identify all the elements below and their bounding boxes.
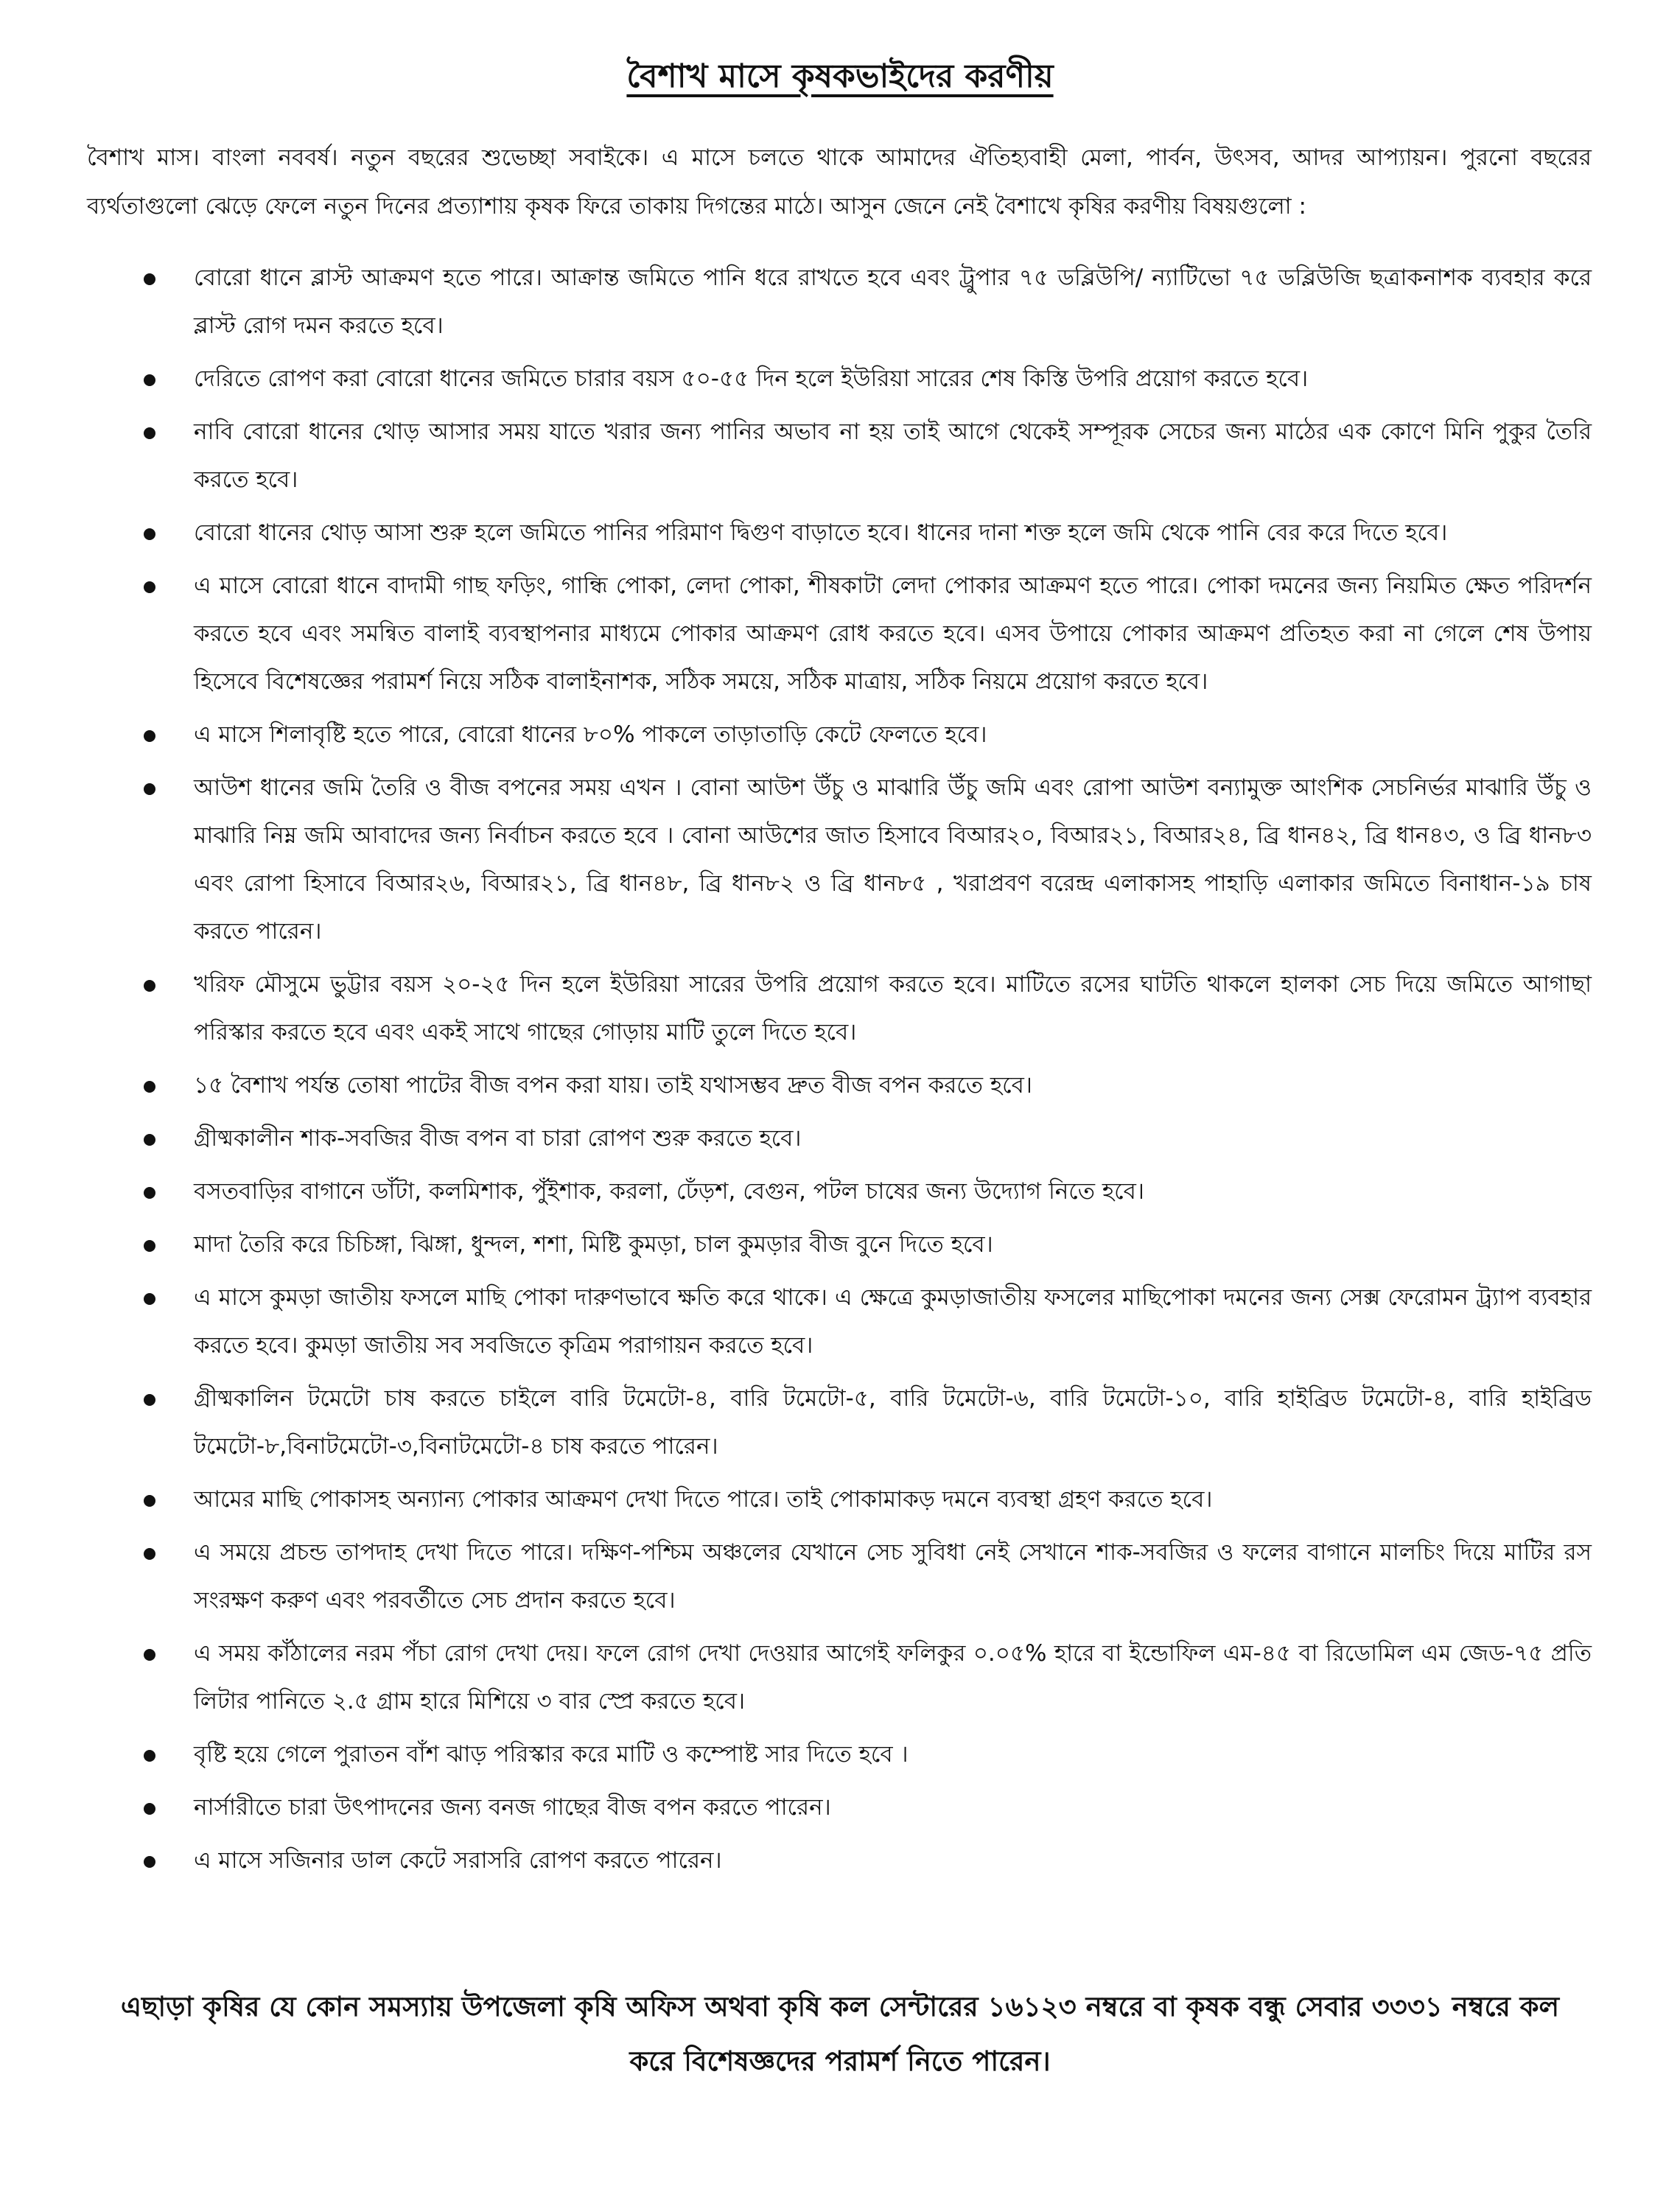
recommendation-list — [144, 254, 1592, 1890]
list-item-text: এ মাসে বোরো ধানে বাদামী গাছ ফড়িং, গান্ধি পোকা, লেদা পোকা, শীষকাটা লেদা পোকার আক্রমণ হতে পারে। পোকা দমনের জন্য নিয়মিত ক্ষেত পরিদর্শন করতে হবে এবং সমন্বিত বালাই ব্যবস্থাপনার মাধ্যমে পোকার আক্রমণ রোধ করতে হবে। এসব উপায়ে পোকার আক্রমণ প্রতিহত করা না গেলে শেষ উপায় হিসেবে বিশেষজ্ঞের পরামর্শ নিয়ে সঠিক বালাইনাশক, সঠিক সময়ে, সঠিক মাত্রায়, সঠিক নিয়মে প্রয়োগ করতে হবে। — [194, 572, 1592, 695]
bullet-icon — [144, 1856, 155, 1868]
bullet-icon — [144, 1548, 155, 1560]
list-item-text: নার্সারীতে চারা উৎপাদনের জন্য বনজ গাছের বীজ বপন করতে পারেন। — [194, 1794, 831, 1821]
bullet-icon — [144, 980, 155, 992]
list-item-text: বোরো ধানে ব্লাস্ট আক্রমণ হতে পারে। আক্রান্ত জমিতে পানি ধরে রাখতে হবে এবং ট্রুপার ৭৫ ডব্লিউপি/ ন্যাটিভো ৭৫ ডব্লিউজি ছত্রাকনাশক ব্যবহার করে ব্লাস্ট রোগ দমন করতে হবে। — [194, 265, 1592, 339]
bullet-icon — [144, 374, 155, 386]
bullet-icon — [144, 1134, 155, 1146]
list-item-text: নাবি বোরো ধানের থোড় আসার সময় যাতে খরার জন্য পানির অভাব না হয় তাই আগে থেকেই সম্পূরক সেচের জন্য মাঠের এক কোণে মিনি পুকুর তৈরি করতে হবে। — [194, 419, 1592, 493]
list-item-text: এ সময় কাঁঠালের নরম পঁচা রোগ দেখা দেয়। ফলে রোগ দেখা দেওয়ার আগেই ফলিকুর ০.০৫% হারে বা ইন্ডোফিল এম-৪৫ বা রিডোমিল এম জেড-৭৫ প্রতি লিটার পানিতে ২.৫ গ্রাম হারে মিশিয়ে ৩ বার স্প্রে করতে হবে। — [194, 1640, 1592, 1715]
bullet-icon — [144, 427, 155, 439]
list-item — [144, 764, 1592, 956]
list-item — [144, 1375, 1592, 1471]
list-item-text: এ সময়ে প্রচন্ড তাপদাহ দেখা দিতে পারে। দক্ষিণ-পশ্চিম অঞ্চলের যেখানে সেচ সুবিধা নেই সেখানে শাক-সবজির ও ফলের বাগানে মালচিং দিয়ে মাটির রস সংরক্ষণ করুণ এবং পরবর্তীতে সেচ প্রদান করতে হবে। — [194, 1539, 1592, 1614]
bullet-icon — [144, 1394, 155, 1406]
bullet-icon — [144, 730, 155, 742]
bullet-icon — [144, 581, 155, 593]
list-item — [144, 1731, 1592, 1779]
bullet-icon — [144, 1187, 155, 1199]
bullet-icon — [144, 1649, 155, 1661]
bullet-icon — [144, 1240, 155, 1252]
bullet-icon — [144, 1081, 155, 1093]
list-item — [144, 408, 1592, 504]
bullet-icon — [144, 1293, 155, 1305]
list-item-text: বোরো ধানের থোড় আসা শুরু হলে জমিতে পানির পরিমাণ দ্বিগুণ বাড়াতে হবে। ধানের দানা শক্ত হলে জমি থেকে পানি বের করে দিতে হবে। — [194, 519, 1448, 546]
list-item-text: ১৫ বৈশাখ পর্যন্ত তোষা পাটের বীজ বপন করা যায়। তাই যথাসম্ভব দ্রুত বীজ বপন করতে হবে। — [194, 1072, 1032, 1099]
bullet-icon — [144, 528, 155, 540]
list-item — [144, 1784, 1592, 1832]
list-item — [144, 1221, 1592, 1269]
list-item — [144, 1115, 1592, 1163]
list-item-text: মাদা তৈরি করে চিচিঙ্গা, ঝিঙ্গা, ধুন্দল, শশা, মিষ্টি কুমড়া, চাল কুমড়ার বীজ বুনে দিতে হবে। — [194, 1231, 993, 1258]
list-item — [144, 1476, 1592, 1524]
closing-note: এছাড়া কৃষির যে কোন সমস্যায় উপজেলা কৃষি অফিস অথবা কৃষি কল সেন্টারের ১৬১২৩ নম্বরে বা কৃষক বন্ধু সেবার ৩৩৩১ নম্বরে কল করে বিশেষজ্ঞদের পরামর্শ নিতে পারেন। — [120, 1991, 1560, 2077]
bullet-icon — [144, 273, 155, 285]
list-item — [144, 562, 1592, 706]
list-item-text: এ মাসে সজিনার ডাল কেটে সরাসরি রোপণ করতে পারেন। — [194, 1847, 722, 1874]
list-item-text: বৃষ্টি হয়ে গেলে পুরাতন বাঁশ ঝাড় পরিস্কার করে মাটি ও কম্পোষ্ট সার দিতে হবে । — [194, 1741, 909, 1768]
list-item-text: আমের মাছি পোকাসহ অন্যান্য পোকার আক্রমণ দেখা দিতে পারে। তাই পোকামাকড় দমনে ব্যবস্থা গ্রহণ করতে হবে। — [194, 1486, 1213, 1513]
bullet-icon — [144, 1495, 155, 1507]
list-item — [144, 1274, 1592, 1370]
list-item — [144, 1837, 1592, 1885]
list-item — [144, 1630, 1592, 1726]
list-item — [144, 1062, 1592, 1110]
bullet-icon — [144, 1750, 155, 1762]
document-title-wrap — [0, 52, 1680, 105]
bullet-icon — [144, 1803, 155, 1815]
list-item-text: দেরিতে রোপণ করা বোরো ধানের জমিতে চারার বয়স ৫০-৫৫ দিন হলে ইউরিয়া সারের শেষ কিস্তি উপরি প্রয়োগ করতে হবে। — [194, 365, 1309, 392]
list-item — [144, 711, 1592, 759]
bullet-icon — [144, 783, 155, 795]
list-item-text: এ মাসে শিলাবৃষ্টি হতে পারে, বোরো ধানের ৮০% পাকলে তাড়াতাড়ি কেটে ফেলতে হবে। — [194, 721, 987, 748]
list-item — [144, 1168, 1592, 1216]
document-title: বৈশাখ মাসে কৃষকভাইদের করণীয় — [626, 57, 1054, 95]
list-item — [144, 1529, 1592, 1625]
list-item-text: গ্রীষ্মকালিন টমেটো চাষ করতে চাইলে বারি টমেটো-৪, বারি টমেটো-৫, বারি টমেটো-৬, বারি টমেটো-১০, বারি হাইব্রিড টমেটো-৪, বারি হাইব্রিড টমেটো-৮,বিনাটমেটো-৩,বিনাটমেটো-৪ চাষ করতে পারেন। — [194, 1385, 1592, 1460]
list-item-text: বসতবাড়ির বাগানে ডাঁটা, কলমিশাক, পুঁইশাক, করলা, ঢেঁড়শ, বেগুন, পটল চাষের জন্য উদ্যোগ নিতে হবে। — [194, 1178, 1144, 1205]
list-item — [144, 355, 1592, 403]
list-item — [144, 961, 1592, 1057]
list-item — [144, 254, 1592, 350]
list-item-text: গ্রীষ্মকালীন শাক-সবজির বীজ বপন বা চারা রোপণ শুরু করতে হবে। — [194, 1125, 802, 1152]
list-item-text: খরিফ মৌসুমে ভুট্টার বয়স ২০-২৫ দিন হলে ইউরিয়া সারের উপরি প্রয়োগ করতে হবে। মাটিতে রসের ঘাটতি থাকলে হালকা সেচ দিয়ে জমিতে আগাছা পরিস্কার করতে হবে এবং একই সাথে গাছের গোড়ায় মাটি তুলে দিতে হবে। — [194, 971, 1592, 1046]
list-item-text: এ মাসে কুমড়া জাতীয় ফসলে মাছি পোকা দারুণভাবে ক্ষতি করে থাকে। এ ক্ষেত্রে কুমড়াজাতীয় ফসলের মাছিপোকা দমনের জন্য সেক্স ফেরোমন ট্র্যাপ ব্যবহার করতে হবে। কুমড়া জাতীয় সব সবজিতে কৃত্রিম পরাগায়ন করতে হবে। — [194, 1284, 1592, 1359]
intro-paragraph: বৈশাখ মাস। বাংলা নববর্ষ। নতুন বছরের শুভেচ্ছা সবাইকে। এ মাসে চলতে থাকে আমাদের ঐতিহ্যবাহী মেলা, পার্বন, উৎসব, আদর আপ্যায়ন। পুরনো বছরের ব্যর্থতাগুলো ঝেড়ে ফেলে নতুন দিনের প্রত্যাশায় কৃষক ফিরে তাকায় দিগন্তের মাঠে। আসুন জেনে নেই বৈশাখে কৃষির করণীয় বিষয়গুলো : — [87, 144, 1592, 220]
list-item-text: আউশ ধানের জমি তৈরি ও বীজ বপনের সময় এখন । বোনা আউশ উঁচু ও মাঝারি উঁচু জমি এবং রোপা আউশ বন্যামুক্ত আংশিক সেচনির্ভর মাঝারি উঁচু ও মাঝারি নিম্ন জমি আবাদের জন্য নির্বাচন করতে হবে । বোনা আউশের জাত হিসাবে বিআর২০, বিআর২১, বিআর২৪, ব্রি ধান৪২, ব্রি ধান৪৩, ও ব্রি ধান৮৩ এবং রোপা হিসাবে বিআর২৬, বিআর২১, ব্রি ধান৪৮, ব্রি ধান৮২ ও ব্রি ধান৮৫ , খরাপ্রবণ বরেন্দ্র এলাকাসহ পাহাড়ি এলাকার জমিতে বিনাধান-১৯ চাষ করতে পারেন। — [194, 774, 1592, 945]
list-item — [144, 509, 1592, 557]
